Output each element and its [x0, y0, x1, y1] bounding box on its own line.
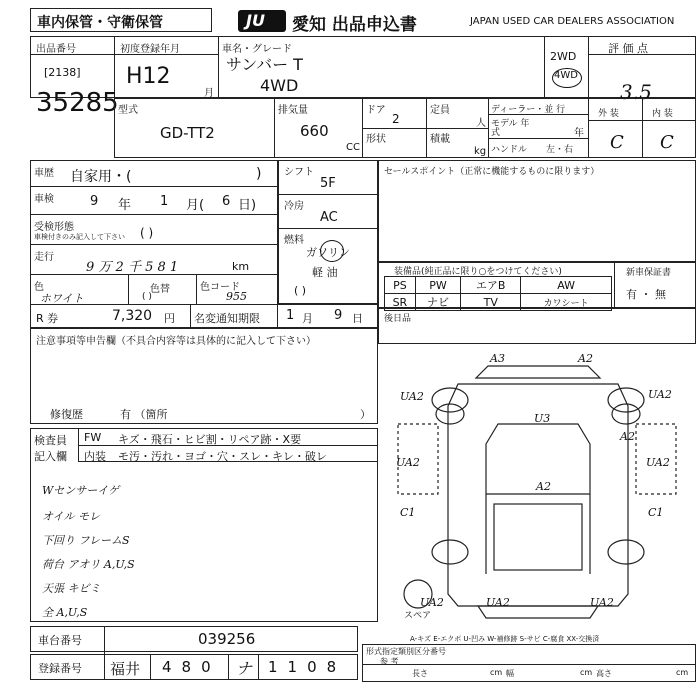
ref-label: 参 考: [380, 657, 399, 666]
interior-items: モ汚・汚れ・ヨゴ・穴・スレ・キレ・破レ: [118, 450, 327, 463]
damage-mark: A2: [620, 430, 635, 443]
ju-logo: JU: [246, 11, 265, 30]
inspection-day: 6: [222, 194, 231, 209]
load-label: 積載: [430, 134, 450, 145]
color-change-paren: ( ): [142, 292, 152, 302]
equipment-item: エアB: [461, 277, 521, 294]
handwritten-note: 下回り フレームS: [42, 534, 130, 547]
equipment-item: PW: [415, 277, 460, 294]
equipment-item: ナビ: [415, 294, 460, 311]
rating-value: 3.5: [620, 80, 652, 104]
lot-number: 35285: [36, 88, 119, 118]
type-value: GD-TT2: [160, 124, 215, 142]
wheel-front-left: [432, 388, 468, 412]
color-code-label: 色コード: [200, 282, 240, 293]
damage-mark: A3: [490, 352, 505, 365]
registration-kana: ナ: [236, 659, 253, 678]
damage-mark: C1: [648, 506, 664, 519]
interior-label: 内 装: [652, 109, 673, 119]
wheel-rear-left: [432, 540, 468, 564]
rear-parts-label: 後日品: [384, 314, 412, 324]
equipment-item: AW: [521, 277, 612, 294]
wheel-rear-right: [608, 540, 644, 564]
rating-label: 評 価 点: [608, 42, 648, 55]
shape-label: 形状: [366, 134, 386, 145]
equipment-item: SR: [385, 294, 416, 311]
handwritten-note: 全 A,U,S: [42, 606, 88, 619]
notes-label: 注意事項等申告欄（不具合内容等は具体的に記入して下さい）: [36, 336, 316, 347]
fuel-label: 燃料: [284, 235, 304, 246]
drive-4wd: 4WD: [554, 70, 578, 81]
equipment-grid: [384, 276, 612, 311]
receipt-note: 車検付きのみ記入して下さい: [34, 233, 125, 241]
fuel-diesel: 軽 油: [312, 266, 338, 279]
height-label: 高さ: [596, 669, 612, 678]
mileage-label: 走行: [34, 252, 54, 263]
front-bumper: [476, 366, 600, 378]
rear-parts-block: [378, 308, 696, 344]
association-name: JAPAN USED CAR DEALERS ASSOCIATION: [470, 16, 675, 27]
usage-label: 車歴: [34, 168, 54, 179]
color-value: ホワイト: [40, 292, 84, 305]
model-year-label: モデル 年式: [491, 119, 530, 138]
damage-mark: A2: [578, 352, 593, 365]
displacement-value: 660: [300, 122, 329, 140]
kg-unit: kg: [474, 146, 487, 157]
registration-city: 福井: [110, 660, 141, 678]
km-unit: km: [232, 260, 250, 273]
interior-check-label: 内装: [84, 450, 106, 463]
damage-mark: UA2: [646, 456, 670, 469]
year-unit: 年: [574, 128, 584, 139]
registration-number: 1108: [268, 658, 347, 676]
deadline-day: 9: [334, 308, 343, 323]
registration-label: 登録番号: [38, 662, 82, 675]
damage-mark: UA2: [648, 388, 672, 401]
form-title: 愛知 出品申込書: [292, 15, 417, 35]
fuel-gas: ガソリン: [306, 246, 350, 259]
damage-mark: U3: [534, 412, 551, 425]
month-unit: 月: [204, 88, 214, 99]
chassis-value: 039256: [198, 630, 256, 648]
color-change-label: 色替: [150, 284, 170, 295]
sales-point-label: セールスポイント（正常に機能するものに限ります）: [384, 167, 600, 177]
repair-close: ）: [360, 408, 371, 421]
model-label: 車名・グレード: [222, 44, 292, 55]
model-name: サンバー T: [226, 55, 303, 74]
storage-title: 車内保管・守衛保管: [37, 15, 163, 31]
ac-value: AC: [320, 210, 338, 225]
type-label: 型式: [118, 105, 138, 116]
model-grade: 4WD: [260, 76, 299, 95]
chassis-label: 車台番号: [38, 634, 82, 647]
equipment-label: 装備品(純正品に限り○をつけてください): [394, 267, 562, 277]
deadline-day-char: 日: [352, 312, 363, 325]
handle-label: ハンドル: [491, 145, 528, 155]
damage-mark: UA2: [590, 596, 614, 609]
form-change-label: 形式指定類別区分番号: [366, 647, 446, 656]
r-ticket-label: R 券: [36, 312, 59, 325]
person-unit: 人: [476, 118, 486, 129]
storage-title-box: [30, 8, 212, 32]
mileage-value: 9 万 2 千 5 8 1: [86, 260, 179, 275]
repair-value: 有 （箇所: [120, 408, 168, 421]
inspection-year: 9: [90, 194, 99, 209]
equipment-item: TV: [461, 294, 521, 311]
displacement-label: 排気量: [278, 105, 308, 116]
damage-mark: A2: [536, 480, 551, 493]
door-label: ドア: [366, 105, 386, 116]
inspection-month: 1: [160, 194, 169, 209]
length-label: 長さ: [412, 669, 428, 678]
capacity-label: 定員: [430, 105, 450, 116]
height-cm: cm: [676, 668, 689, 677]
spare-label: スペア: [404, 611, 432, 621]
repair-label: 修復歴: [50, 408, 83, 421]
deadline-label: 名変通知期限: [194, 312, 260, 325]
yen-unit: 円: [164, 312, 175, 325]
equipment-item: PS: [385, 277, 416, 294]
inspector-label-2: 記入欄: [34, 450, 67, 463]
lot-code: [2138]: [44, 66, 81, 79]
receipt-label: 受検形態: [34, 222, 74, 233]
usage-close: ): [256, 166, 262, 182]
drive-2wd: 2WD: [550, 50, 577, 63]
usage-value: 自家用・(: [70, 169, 132, 185]
inspection-day-unit: 日): [238, 198, 257, 213]
warranty-value: 有 ・ 無: [626, 288, 666, 301]
fw-label: FW: [84, 431, 102, 444]
lot-label: 出品番号: [36, 44, 76, 55]
fw-items: キズ・飛石・ヒビ割・リペア跡・X要: [118, 433, 302, 446]
cargo-bed: [494, 504, 582, 570]
inspection-month-unit: 月(: [186, 198, 205, 213]
handwritten-note: オイル モレ: [42, 510, 100, 523]
interior-value: C: [660, 132, 674, 153]
inspector-label-1: 検査員: [34, 434, 67, 447]
first-reg-value: H12: [126, 64, 171, 89]
shift-value: 5F: [320, 176, 336, 191]
exterior-value: C: [610, 132, 624, 153]
deadline-month: 1: [286, 308, 295, 323]
color-code-value: 955: [226, 290, 247, 303]
color-label: 色: [34, 282, 44, 293]
fuel-gas-circle: [320, 240, 344, 262]
registration-class: 480: [162, 658, 221, 676]
logo-badge: [238, 10, 286, 32]
r-ticket-row: [30, 304, 378, 328]
inspection-year-unit: 年: [118, 198, 132, 213]
exterior-label: 外 装: [598, 109, 619, 119]
ac-label: 冷房: [284, 201, 304, 212]
width-cm: cm: [580, 668, 593, 677]
wheel-front-right: [608, 388, 644, 412]
width-label: 幅: [506, 669, 514, 678]
handwritten-note: Wセンサーイゲ: [42, 484, 120, 497]
damage-legend: A-キズ E-エクボ U-凹み W-補修跡 S-サビ C-腐食 XX-交換済: [410, 635, 600, 643]
receipt-paren: ( ): [140, 226, 154, 240]
warranty-label: 新車保証書: [626, 268, 672, 278]
damage-mark: UA2: [486, 596, 510, 609]
door-value: 2: [392, 112, 400, 126]
inspection-label: 車検: [34, 194, 54, 205]
damage-mark: C1: [400, 506, 416, 519]
damage-mark: UA2: [396, 456, 420, 469]
deadline-month-char: 月: [302, 312, 313, 325]
cc-unit: CC: [346, 142, 360, 153]
shift-label: シフト: [284, 167, 314, 178]
damage-mark: UA2: [400, 390, 424, 403]
handwritten-note: 天張 キビミ: [42, 582, 101, 595]
dealer-label: ディーラー・並 行: [491, 105, 566, 115]
damage-mark: UA2: [420, 596, 444, 609]
handle-value: 左・右: [546, 145, 574, 155]
equipment-item: カワシート: [521, 294, 612, 311]
handwritten-note: 荷台 アオリ A,U,S: [42, 558, 135, 571]
first-reg-label: 初度登録年月: [120, 44, 180, 55]
length-cm: cm: [490, 668, 503, 677]
r-ticket-value: 7,320: [112, 308, 153, 324]
fuel-paren: ( ): [294, 284, 307, 297]
